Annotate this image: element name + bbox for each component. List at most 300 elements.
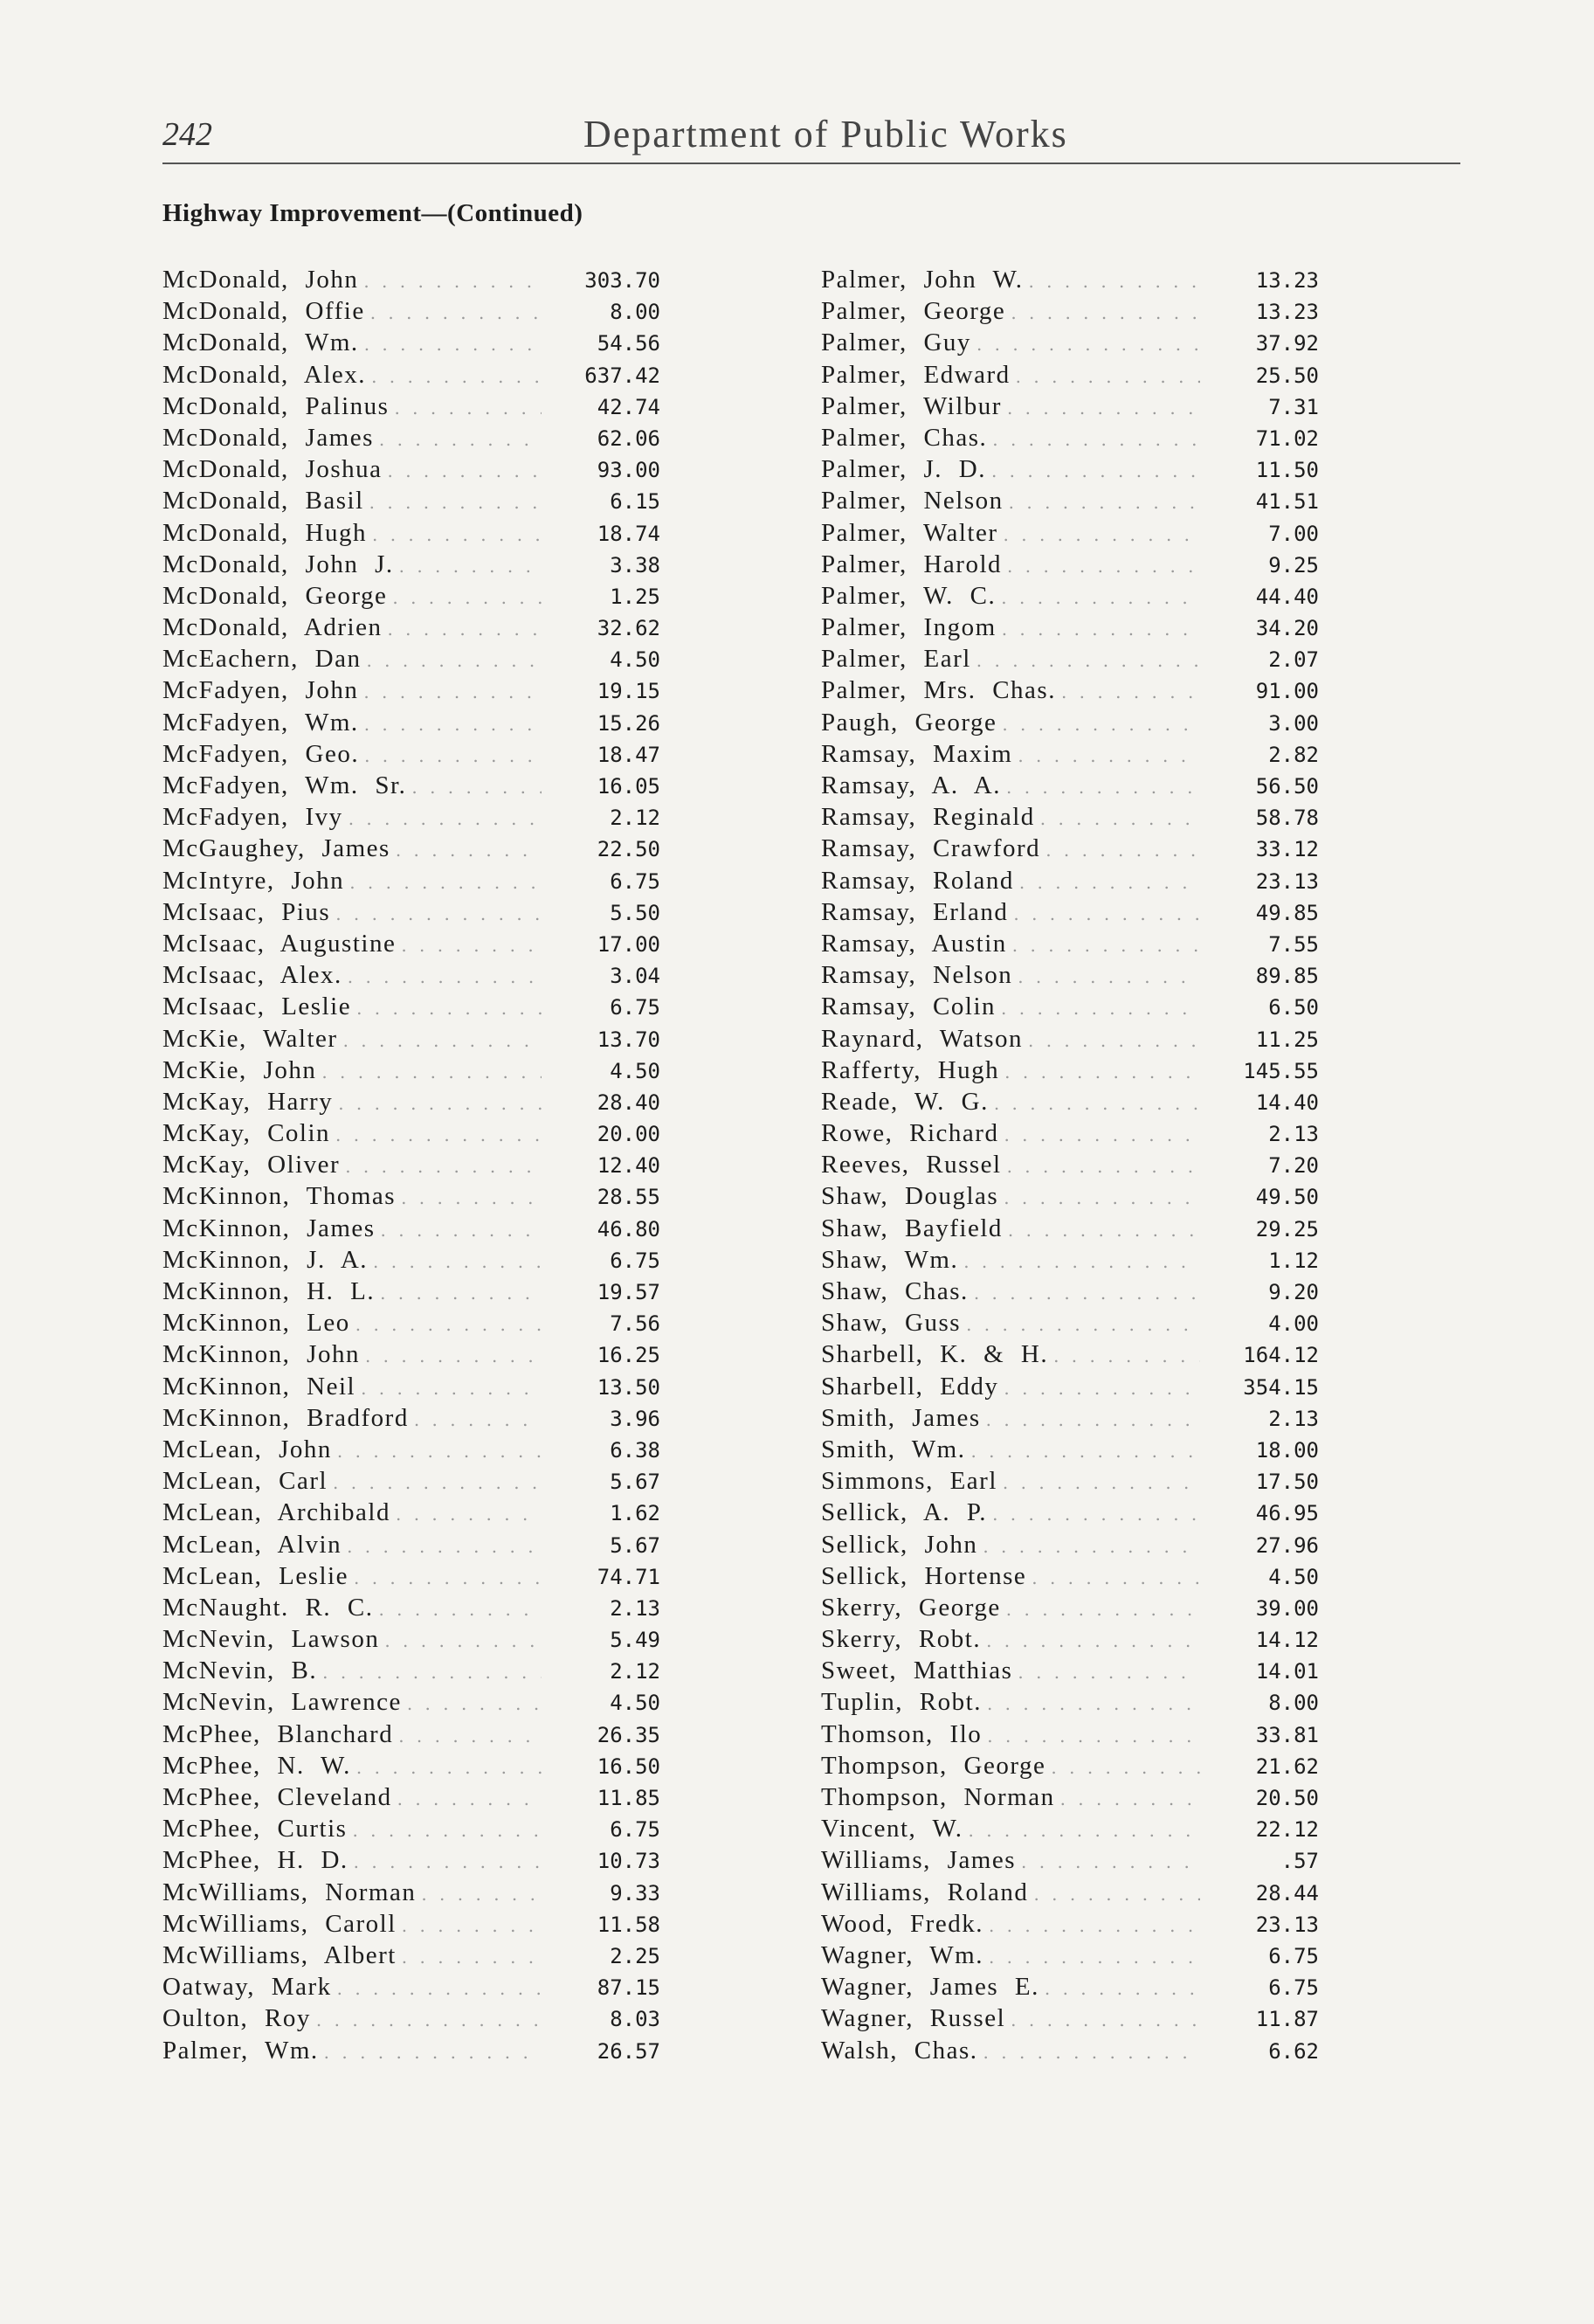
payee-name: McIsaac, Leslie [162,993,352,1021]
ledger-row [162,1214,660,1246]
ledger-row [821,645,1319,676]
ledger-row [162,993,660,1024]
ledger-row [821,1846,1319,1878]
dot-leader [1007,398,1200,418]
ledger-row [821,834,1319,866]
ledger-row [821,676,1319,708]
payment-amount: 1.12 [1268,1248,1319,1273]
payee-name: Shaw, Wm. [821,1245,959,1274]
payee-name: McEachern, Dan [162,645,362,674]
ledger-row [821,1151,1319,1182]
dot-leader [324,2042,542,2063]
payee-name: McGaughey, James [162,834,390,863]
payee-name: Thompson, George [821,1751,1046,1780]
payee-name: Rafferty, Hugh [821,1055,1000,1084]
payment-amount: 29.25 [1255,1216,1319,1242]
dot-leader [1016,366,1200,387]
ledger-row [821,1562,1319,1594]
payee-name: Palmer, Nelson [821,487,1004,515]
dot-leader [1028,1030,1200,1051]
payment-amount: 87.15 [597,1975,660,2001]
ledger-row [162,550,660,582]
payment-amount: 3.04 [610,964,660,989]
dot-leader [974,1283,1200,1304]
ledger-row [162,961,660,993]
payment-amount: 28.55 [597,1185,660,1210]
ledger-row [162,455,660,487]
payee-name: Ramsay, Colin [821,993,997,1021]
payee-name: Ramsay, Nelson [821,961,1013,990]
ledger-row [162,1752,660,1783]
ledger-row [162,1056,660,1088]
payment-amount: 6.75 [610,868,660,894]
payee-name: Sellick, A. P. [821,1498,988,1527]
dot-leader [1011,2009,1200,2030]
ledger-row [821,709,1319,740]
ledger-row [162,2037,660,2068]
payee-name: Wagner, Russel [821,2004,1006,2033]
dot-leader [355,1314,542,1335]
ledger-row [162,834,660,866]
ledger-row [821,424,1319,455]
payment-amount: 17.00 [597,931,660,957]
dot-leader [398,1726,542,1746]
payee-name: Skerry, George [821,1593,1001,1622]
dot-leader [1003,1472,1200,1493]
payment-amount: 18.00 [1255,1437,1319,1463]
dot-leader [354,1851,542,1872]
payment-amount: 21.62 [1255,1753,1319,1779]
payee-name: McDonald, Palinus [162,391,390,420]
payment-amount: 303.70 [584,268,660,293]
ledger-row [821,613,1319,645]
payment-amount: 26.57 [597,2038,660,2064]
payment-amount: 11.58 [597,1912,660,1937]
payment-amount: 39.00 [1255,1595,1319,1621]
dot-leader [322,1662,542,1683]
payment-amount: 7.55 [1268,931,1319,957]
ledger-row [162,297,660,329]
payment-amount: 8.00 [1268,1691,1319,1716]
dot-leader [986,1630,1200,1651]
payee-name: Ramsay, Roland [821,866,1014,895]
dot-leader [976,650,1200,671]
payment-amount: 7.31 [1268,394,1319,419]
payee-name: Ramsay, Austin [821,929,1007,958]
payment-amount: 49.50 [1255,1185,1319,1210]
payment-amount: 11.25 [1255,1027,1319,1052]
payment-amount: 2.13 [1268,1406,1319,1431]
ledger-row [162,1594,660,1625]
payment-amount: 2.12 [610,1659,660,1684]
payee-name: Williams, James [821,1846,1017,1875]
dot-leader [1033,1884,1200,1905]
dot-leader [1004,1062,1200,1082]
payee-name: McWilliams, Norman [162,1878,417,1906]
payee-name: Paugh, George [821,708,997,737]
ledger-row [821,993,1319,1024]
dot-leader [1004,1187,1200,1208]
dot-leader [364,334,542,355]
dot-leader [1032,1567,1200,1588]
payee-name: McNaught. R. C. [162,1593,374,1622]
ledger-row [821,771,1319,803]
ledger-row [162,1783,660,1815]
page-number: 242 [162,116,212,153]
payee-name: Sellick, Hortense [821,1561,1027,1590]
payment-amount: 91.00 [1255,679,1319,704]
section-heading: Highway Improvement—(Continued) [162,199,583,227]
ledger-row [821,1941,1319,1973]
dot-leader [361,1378,542,1399]
payment-amount: 18.74 [597,521,660,546]
payee-name: Ramsay, Erland [821,897,1009,926]
payment-amount: 34.20 [1255,616,1319,641]
ledger-row [821,1277,1319,1309]
ledger-row [821,803,1319,834]
ledger-row [821,1973,1319,2004]
payee-name: McPhee, H. D. [162,1846,348,1875]
ledger-row [162,1246,660,1277]
payee-name: McKinnon, J. A. [162,1245,369,1274]
payment-amount: 2.07 [1268,647,1319,673]
payee-name: Shaw, Guss [821,1309,962,1338]
ledger-row [821,519,1319,550]
payment-amount: 16.25 [597,1343,660,1368]
payment-amount: 145.55 [1243,1058,1319,1083]
payment-amount: 18.47 [597,742,660,767]
ledger-row [162,1088,660,1119]
payment-amount: 46.95 [1255,1501,1319,1526]
payee-name: McNevin, Lawrence [162,1688,402,1717]
payment-amount: 14.40 [1255,1089,1319,1115]
dot-leader [381,1220,542,1241]
ledger-row [821,1404,1319,1435]
dot-leader [396,840,542,861]
payee-name: McIsaac, Augustine [162,929,397,958]
payee-name: Williams, Roland [821,1878,1029,1906]
payee-name: McPhee, Curtis [162,1815,348,1843]
ledger-row [821,2004,1319,2036]
payee-name: Palmer, Chas. [821,423,988,452]
payment-amount: 2.25 [610,1943,660,1968]
dot-leader [976,334,1200,355]
payee-name: Sharbell, K. & H. [821,1340,1049,1369]
payment-amount: 33.12 [1255,837,1319,862]
ledger-row [162,582,660,613]
ledger-row [821,329,1319,360]
ledger-row [162,1625,660,1657]
dot-leader [1006,1599,1200,1620]
payment-amount: 74.71 [597,1564,660,1589]
dot-leader [411,777,542,798]
dot-leader [992,1504,1200,1525]
dot-leader [1012,935,1200,956]
dot-leader [348,808,542,829]
dot-leader [364,745,542,766]
payee-name: McKie, John [162,1055,317,1084]
payment-amount: 16.05 [597,774,660,799]
ledger-row [821,266,1319,297]
dot-leader [983,1536,1200,1557]
payment-amount: 20.50 [1255,1786,1319,1810]
payee-name: McDonald, Offie [162,297,365,326]
payment-amount: 6.75 [1268,1975,1319,2001]
ledger-row [162,1878,660,1910]
ledger-row [162,266,660,297]
ledger-row [821,1182,1319,1214]
payment-amount: 8.03 [610,2007,660,2032]
ledger-row [162,1562,660,1594]
payee-name: Palmer, Edward [821,360,1011,389]
dot-leader [407,1693,542,1714]
ledger-row [821,1720,1319,1752]
dot-leader [372,524,542,545]
payment-amount: 14.12 [1255,1628,1319,1653]
payee-name: McFadyen, Wm. Sr. [162,771,407,799]
ledger-row [821,1910,1319,1941]
ledger-row [162,803,660,834]
dot-leader [1007,556,1200,577]
payee-name: McDonald, Wm. [162,329,359,357]
payee-name: McWilliams, Caroll [162,1909,397,1938]
payment-amount: 7.00 [1268,521,1319,546]
payment-amount: 33.81 [1255,1722,1319,1747]
left-column [162,266,660,2068]
dot-leader [352,1820,542,1841]
ledger-row [162,1151,660,1182]
payee-name: Reade, W. G. [821,1087,989,1116]
dot-leader [397,1788,542,1809]
payment-amount: 2.82 [1268,742,1319,767]
payment-amount: 6.15 [610,489,660,515]
payment-amount: 13.50 [597,1374,660,1400]
ledger-row [162,1657,660,1688]
payee-name: Shaw, Bayfield [821,1214,1003,1242]
payment-amount: 354.15 [1243,1374,1319,1400]
dot-leader [369,492,542,513]
dot-leader [1060,1788,1200,1809]
dot-leader [402,1947,542,1968]
ledger-row [162,487,660,518]
payee-name: Shaw, Chas. [821,1277,969,1305]
dot-leader [966,1314,1200,1335]
ledger-row [821,1246,1319,1277]
dot-leader [1004,524,1200,545]
payee-name: Thompson, Norman [821,1783,1055,1811]
ledger-row [162,613,660,645]
payment-amount: 11.85 [597,1786,660,1810]
ledger-row [821,1435,1319,1467]
dot-leader [1051,1757,1200,1778]
ledger-row [821,1119,1319,1151]
ledger-row [162,709,660,740]
payee-name: Skerry, Robt. [821,1625,982,1654]
ledger-row [821,1214,1319,1246]
dot-leader [384,1630,542,1651]
payment-amount: 27.96 [1255,1532,1319,1558]
payment-amount: 28.44 [1255,1880,1319,1906]
ledger-row [821,930,1319,961]
payment-amount: 17.50 [1255,1470,1319,1495]
payee-name: Sellick, John [821,1530,978,1559]
payee-name: Palmer, John W. [821,266,1024,294]
ledger-row [821,1878,1319,1910]
payment-amount: 49.85 [1255,900,1319,925]
payee-name: McDonald, Basil [162,487,364,515]
dot-leader [401,935,542,956]
payee-name: McLean, Archibald [162,1498,390,1527]
dot-leader [1018,966,1200,987]
payment-amount: 32.62 [597,616,660,641]
dot-leader [989,1915,1200,1936]
payee-name: Ramsay, Maxim [821,739,1013,768]
payee-name: McKinnon, Leo [162,1309,350,1338]
ledger-row [162,1910,660,1941]
payee-name: McPhee, Blanchard [162,1719,394,1748]
ledger-row [162,1182,660,1214]
dot-leader [356,1757,542,1778]
payee-name: Vincent, W. [821,1815,963,1843]
dot-leader [349,872,542,893]
ledger-row [821,1309,1319,1340]
payment-amount: 1.25 [610,584,660,609]
dot-leader [373,1251,542,1272]
ledger-row [162,898,660,930]
payee-name: Palmer, Ingom [821,613,997,642]
ledger-row [821,1752,1319,1783]
payee-name: Walsh, Chas. [821,2036,978,2065]
payment-amount: 1.62 [610,1501,660,1526]
ledger-row [821,2037,1319,2068]
payment-amount: 93.00 [597,458,660,483]
payee-name: McDonald, Adrien [162,613,383,642]
ledger-row [821,550,1319,582]
dot-leader [335,1124,542,1145]
payment-amount: 42.74 [597,394,660,419]
dot-leader [394,398,542,418]
payment-amount: 6.75 [610,1248,660,1273]
payment-amount: 41.51 [1255,489,1319,515]
payee-name: McFadyen, John [162,676,359,705]
payee-name: Palmer, Guy [821,329,971,357]
dot-leader [1001,998,1200,1019]
payee-name: Raynard, Watson [821,1024,1023,1053]
payee-name: McKay, Harry [162,1087,334,1116]
payment-amount: 23.13 [1255,868,1319,894]
dot-leader [963,1251,1200,1272]
ledger-row [162,1373,660,1404]
dot-leader [983,2042,1200,2063]
dot-leader [378,1599,542,1620]
ledger-row [162,1815,660,1846]
ledger-row [162,1025,660,1056]
payment-amount: 22.12 [1255,1817,1319,1843]
dot-leader [343,1030,542,1051]
ledger-row [821,1498,1319,1530]
ledger-row [821,455,1319,487]
payee-name: McFadyen, Wm. [162,708,359,737]
dot-leader [1013,903,1200,924]
dot-leader [363,271,542,292]
payee-name: McPhee, N. W. [162,1751,351,1780]
ledger-row [162,930,660,961]
dot-leader [363,681,542,702]
payment-amount: 13.70 [597,1027,660,1052]
payee-name: Palmer, Earl [821,645,971,674]
dot-leader [399,556,542,577]
payee-name: McIsaac, Pius [162,897,331,926]
dot-leader [987,1693,1200,1714]
dot-leader [1018,745,1200,766]
dot-leader [1045,1978,1200,1999]
ledger-row [162,1846,660,1878]
payment-amount: 164.12 [1243,1343,1319,1368]
dot-leader [366,650,542,671]
payment-amount: 4.50 [610,647,660,673]
payment-amount: 58.78 [1255,806,1319,831]
ledger-row [821,1373,1319,1404]
payee-name: Wagner, James E. [821,1973,1039,2002]
payee-name: Wagner, Wm. [821,1940,983,1969]
payee-name: McLean, Leslie [162,1561,348,1590]
dot-leader [370,302,542,323]
payee-name: Tuplin, Robt. [821,1688,982,1717]
payment-amount: .57 [1280,1849,1319,1874]
ledger-row [821,582,1319,613]
dot-leader [970,1441,1200,1462]
payee-name: McKinnon, James [162,1214,376,1242]
payee-name: Palmer, J. D. [821,455,986,484]
payee-name: McDonald, John J. [162,550,394,578]
dot-leader [387,619,542,640]
ledger-row [162,392,660,424]
payment-amount: 6.38 [610,1437,660,1463]
dot-leader [1061,681,1200,702]
payment-amount: 8.00 [610,300,660,325]
ledger-row [162,1941,660,1973]
payment-amount: 14.01 [1255,1659,1319,1684]
ledger-row [162,1531,660,1562]
payment-amount: 25.50 [1255,363,1319,388]
ledger-row [821,297,1319,329]
payee-name: Palmer, Mrs. Chas. [821,676,1056,705]
payee-name: McIntyre, John [162,866,345,895]
payee-name: McNevin, B. [162,1657,318,1685]
payee-name: Palmer, W. C. [821,581,997,610]
ledger-row [821,740,1319,771]
payment-amount: 71.02 [1255,425,1319,451]
dot-leader [348,966,542,987]
payment-amount: 13.23 [1255,300,1319,325]
payee-name: McKie, Walter [162,1024,338,1053]
payment-amount: 5.49 [610,1628,660,1653]
dot-leader [321,1062,542,1082]
payee-name: McKinnon, John [162,1340,360,1369]
ledger-row [821,1340,1319,1372]
payee-name: McKinnon, Thomas [162,1182,397,1211]
payee-name: McPhee, Cleveland [162,1783,392,1811]
ledger-row [162,771,660,803]
dot-leader [316,2009,542,2030]
payee-name: McKinnon, H. L. [162,1277,376,1305]
ledger-row [162,676,660,708]
dot-leader [1008,1220,1200,1241]
payee-name: Ramsay, Reginald [821,803,1035,832]
dot-leader [392,587,542,608]
payment-amount: 6.75 [610,995,660,1020]
payment-amount: 6.50 [1268,995,1319,1020]
